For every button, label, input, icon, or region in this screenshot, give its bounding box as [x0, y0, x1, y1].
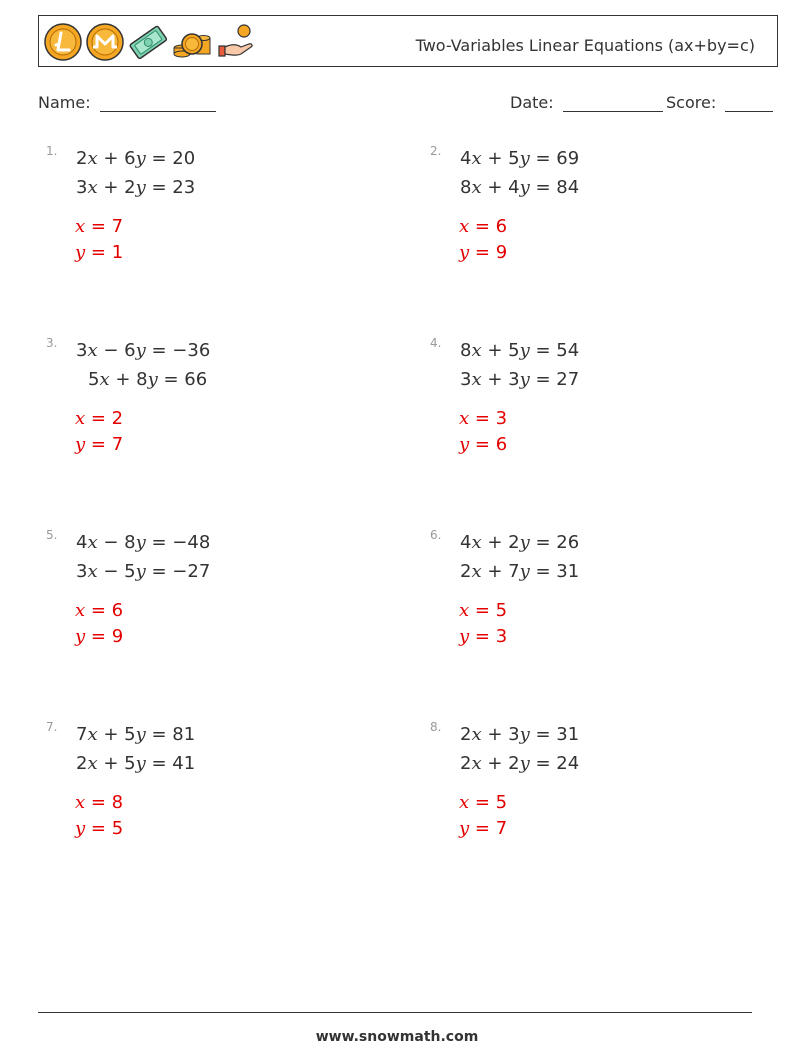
hand-coin-icon [215, 22, 257, 62]
equation-2 [76, 561, 210, 582]
equation-1 [460, 148, 579, 169]
problem-number: 2. [430, 144, 442, 158]
var-x: x [471, 148, 482, 169]
answer-value: = 2 [85, 408, 124, 429]
problem-number: 6. [430, 528, 442, 542]
answer-value: = 5 [85, 818, 124, 839]
answer-var: x [459, 408, 470, 429]
rhs: = 24 [529, 753, 580, 774]
coef-a: 3 [76, 177, 88, 198]
coef-b: + 6 [97, 148, 136, 169]
var-x: x [87, 724, 98, 745]
coef-a: 2 [76, 753, 88, 774]
var-y: y [135, 340, 146, 361]
var-y: y [519, 724, 530, 745]
coef-b: + 2 [97, 177, 136, 198]
answer-y [459, 626, 507, 647]
answer-var: x [459, 792, 470, 813]
header-icons [43, 21, 257, 63]
coef-a: 5 [88, 369, 100, 390]
var-y: y [519, 177, 530, 198]
coef-b: − 5 [97, 561, 136, 582]
name-field [38, 93, 216, 112]
problem-2 [430, 144, 750, 284]
answer-var: y [75, 818, 86, 839]
answer-var: y [459, 626, 470, 647]
answer-var: y [75, 626, 86, 647]
rhs: = 41 [145, 753, 196, 774]
rhs: = 23 [145, 177, 196, 198]
answer-value: = 6 [85, 600, 124, 621]
problem-4 [430, 336, 750, 476]
answer-value: = 3 [469, 626, 508, 647]
answer-x [459, 216, 507, 237]
var-x: x [471, 177, 482, 198]
problem-number: 4. [430, 336, 442, 350]
equation-2 [460, 369, 579, 390]
var-x: x [471, 369, 482, 390]
answer-var: x [75, 792, 86, 813]
equation-1 [460, 340, 579, 361]
coef-b: + 7 [481, 561, 520, 582]
rhs: = 54 [529, 340, 580, 361]
coin-stack-icon [171, 22, 213, 62]
coef-a: 4 [460, 148, 472, 169]
coef-b: + 5 [481, 340, 520, 361]
rhs: = 81 [145, 724, 196, 745]
var-x: x [471, 532, 482, 553]
equation-1 [76, 724, 195, 745]
answer-var: x [459, 216, 470, 237]
answer-x [459, 792, 507, 813]
answer-var: y [75, 434, 86, 455]
var-y: y [519, 753, 530, 774]
problem-5 [46, 528, 366, 668]
answer-value: = 7 [85, 216, 124, 237]
answer-value: = 5 [469, 600, 508, 621]
coef-b: + 2 [481, 532, 520, 553]
rhs: = 66 [157, 369, 208, 390]
equation-1 [76, 532, 210, 553]
coef-b: − 6 [97, 340, 136, 361]
coef-b: + 8 [109, 369, 148, 390]
score-label: Score: [666, 93, 717, 112]
worksheet-header [38, 15, 778, 67]
coef-b: − 8 [97, 532, 136, 553]
problem-number: 7. [46, 720, 58, 734]
answer-y [75, 626, 123, 647]
coef-b: + 4 [481, 177, 520, 198]
answer-value: = 6 [469, 216, 508, 237]
litecoin-coin-icon [43, 22, 83, 62]
var-y: y [519, 369, 530, 390]
rhs: = −36 [145, 340, 211, 361]
rhs: = 27 [529, 369, 580, 390]
name-blank[interactable] [100, 97, 216, 112]
coef-b: + 3 [481, 369, 520, 390]
var-y: y [519, 148, 530, 169]
coef-a: 8 [460, 177, 472, 198]
answer-var: x [75, 408, 86, 429]
var-x: x [87, 753, 98, 774]
coef-a: 2 [460, 753, 472, 774]
footer-site: www.snowmath.com [315, 1029, 479, 1045]
coef-a: 3 [460, 369, 472, 390]
rhs: = −48 [145, 532, 211, 553]
coef-b: + 3 [481, 724, 520, 745]
answer-x [75, 792, 123, 813]
var-y: y [519, 532, 530, 553]
rhs: = 31 [529, 561, 580, 582]
answer-value: = 1 [85, 242, 124, 263]
var-x: x [87, 532, 98, 553]
var-y: y [519, 561, 530, 582]
coef-a: 3 [76, 561, 88, 582]
rhs: = 69 [529, 148, 580, 169]
equation-2 [88, 369, 207, 390]
var-x: x [471, 561, 482, 582]
footer-divider [38, 1012, 752, 1013]
answer-x [75, 408, 123, 429]
date-field [510, 93, 663, 112]
var-x: x [99, 369, 110, 390]
answer-value: = 9 [85, 626, 124, 647]
answer-y [459, 242, 507, 263]
rhs: = 31 [529, 724, 580, 745]
var-x: x [471, 753, 482, 774]
answer-x [459, 600, 507, 621]
equation-2 [76, 177, 195, 198]
var-y: y [135, 561, 146, 582]
monero-coin-icon [85, 22, 125, 62]
coef-a: 2 [460, 724, 472, 745]
answer-var: x [459, 600, 470, 621]
coef-a: 2 [76, 148, 88, 169]
equation-2 [460, 753, 579, 774]
answer-var: y [459, 242, 470, 263]
answer-x [75, 600, 123, 621]
coef-b: + 5 [481, 148, 520, 169]
coef-b: + 5 [97, 753, 136, 774]
var-y: y [135, 148, 146, 169]
coef-a: 3 [76, 340, 88, 361]
answer-value: = 8 [85, 792, 124, 813]
answer-value: = 5 [469, 792, 508, 813]
answer-x [75, 216, 123, 237]
date-blank[interactable] [563, 97, 663, 112]
name-label: Name: [38, 93, 91, 112]
equation-2 [460, 177, 579, 198]
coef-a: 2 [460, 561, 472, 582]
problem-number: 8. [430, 720, 442, 734]
rhs: = 20 [145, 148, 196, 169]
var-x: x [471, 724, 482, 745]
answer-y [459, 818, 507, 839]
problem-7 [46, 720, 366, 860]
answer-value: = 9 [469, 242, 508, 263]
problem-6 [430, 528, 750, 668]
var-x: x [87, 561, 98, 582]
answer-value: = 7 [85, 434, 124, 455]
date-label: Date: [510, 93, 554, 112]
answer-y [75, 242, 123, 263]
problem-3 [46, 336, 366, 476]
var-y: y [135, 177, 146, 198]
equation-1 [76, 148, 195, 169]
problem-number: 5. [46, 528, 58, 542]
score-blank[interactable] [725, 97, 773, 112]
coef-b: + 2 [481, 753, 520, 774]
answer-x [459, 408, 507, 429]
var-y: y [135, 724, 146, 745]
answer-var: x [75, 216, 86, 237]
coef-b: + 5 [97, 724, 136, 745]
coef-a: 7 [76, 724, 88, 745]
answer-y [75, 434, 123, 455]
rhs: = −27 [145, 561, 211, 582]
answer-var: x [75, 600, 86, 621]
problem-number: 1. [46, 144, 58, 158]
answer-y [459, 434, 507, 455]
problem-8 [430, 720, 750, 860]
equation-1 [76, 340, 210, 361]
rhs: = 26 [529, 532, 580, 553]
var-x: x [471, 340, 482, 361]
var-x: x [87, 177, 98, 198]
answer-var: y [459, 818, 470, 839]
equation-2 [76, 753, 195, 774]
equation-1 [460, 724, 579, 745]
var-x: x [87, 148, 98, 169]
var-x: x [87, 340, 98, 361]
banknote-icon [127, 22, 169, 62]
answer-y [75, 818, 123, 839]
answer-value: = 7 [469, 818, 508, 839]
problem-number: 3. [46, 336, 58, 350]
coef-a: 4 [460, 532, 472, 553]
equation-2 [460, 561, 579, 582]
answer-value: = 3 [469, 408, 508, 429]
worksheet-title: Two-Variables Linear Equations (ax+by=c) [415, 36, 755, 55]
answer-var: y [75, 242, 86, 263]
var-y: y [519, 340, 530, 361]
equation-1 [460, 532, 579, 553]
var-y: y [135, 753, 146, 774]
score-field [666, 93, 773, 112]
coef-a: 8 [460, 340, 472, 361]
rhs: = 84 [529, 177, 580, 198]
answer-value: = 6 [469, 434, 508, 455]
var-y: y [135, 532, 146, 553]
coef-a: 4 [76, 532, 88, 553]
var-y: y [147, 369, 158, 390]
answer-var: y [459, 434, 470, 455]
problem-1 [46, 144, 366, 284]
